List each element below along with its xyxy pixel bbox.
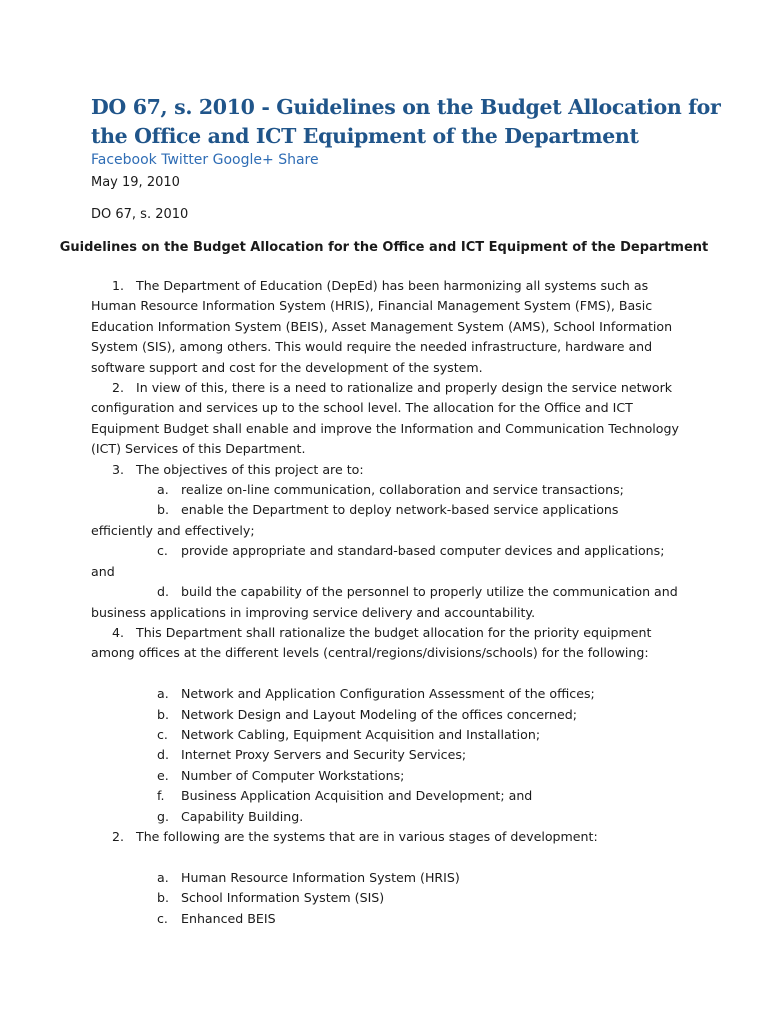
list-item — [0, 868, 768, 888]
list-item-text: Capability Building. — [181, 808, 304, 824]
paragraph-gap — [0, 664, 768, 684]
twitter-link[interactable]: Twitter — [161, 152, 209, 168]
share-links — [91, 150, 319, 170]
google-plus-link[interactable]: Google+ — [212, 152, 274, 168]
document-subtitle: Guidelines on the Budget Allocation for the Office and ICT Equipment of the Department — [59, 240, 709, 255]
list-marker: b. — [157, 890, 169, 906]
list-item-text: Enhanced BEIS — [181, 910, 276, 926]
list-item-text: This Department shall rationalize the budget allocation for the priority equipment among offices at the different levels (central/regions/divisions/schools) for the following: — [91, 624, 652, 661]
list-marker: a. — [157, 686, 169, 702]
list-item — [0, 582, 768, 623]
list-item — [0, 807, 768, 827]
document-body — [0, 276, 768, 929]
share-link[interactable]: Share — [278, 152, 319, 168]
list-marker: b. — [157, 502, 169, 518]
list-item-text: The Department of Education (DepEd) has been harmonizing all systems such as Human Resource Information System (HRIS), Financial Management System (FMS), Basic Education Information System (BEIS), Asset Management System (AMS), School Information System (SIS), among others. This would require the needed infrastructure, hardware and software support and cost for the development of the system. — [91, 278, 673, 375]
list-item — [0, 460, 768, 480]
list-item — [0, 480, 768, 500]
list-item-text: Network Design and Layout Modeling of the offices concerned; — [181, 706, 578, 722]
list-marker: d. — [157, 584, 169, 600]
list-item-text: realize on-line communication, collaboration and service transactions; — [181, 482, 624, 498]
list-item — [0, 766, 768, 786]
list-marker: 2. — [112, 380, 125, 396]
list-item-text: The following are the systems that are in various stages of development: — [136, 828, 598, 844]
list-item-text: Internet Proxy Servers and Security Services; — [181, 747, 467, 763]
list-marker: g. — [157, 808, 169, 824]
list-item-text: build the capability of the personnel to properly utilize the communication and business applications in improving service delivery and accountability. — [91, 584, 678, 620]
list-item — [0, 705, 768, 725]
list-item — [0, 786, 768, 806]
list-item-text: In view of this, there is a need to rationalize and properly design the service network configuration and services up to the school level. The allocation for the Office and ICT Equipment Budget shall enable and improve the Information and Communication Technology (ICT) Services of this Department. — [91, 380, 679, 457]
list-marker: c. — [157, 910, 168, 926]
list-item — [0, 541, 768, 582]
list-item-text: provide appropriate and standard-based computer devices and applications; and — [91, 543, 665, 579]
list-item-text: School Information System (SIS) — [181, 890, 385, 906]
list-item — [0, 500, 768, 541]
list-item — [0, 725, 768, 745]
document-number: DO 67, s. 2010 — [91, 207, 189, 222]
list-item — [0, 827, 768, 847]
list-item — [0, 909, 768, 929]
list-item — [0, 684, 768, 704]
list-marker: f. — [157, 788, 165, 804]
list-item — [0, 623, 768, 664]
list-item-text: Business Application Acquisition and Development; and — [181, 788, 533, 804]
list-marker: 1. — [112, 278, 125, 293]
list-item — [0, 745, 768, 765]
list-item-text: Network Cabling, Equipment Acquisition and Installation; — [181, 726, 541, 742]
list-item — [0, 378, 768, 460]
list-marker: a. — [157, 869, 169, 885]
list-marker: 3. — [112, 461, 125, 477]
list-item — [0, 276, 768, 378]
list-marker: c. — [157, 726, 168, 742]
list-marker: e. — [157, 767, 169, 783]
list-marker: 2. — [112, 828, 125, 844]
list-marker: b. — [157, 706, 169, 722]
list-marker: 4. — [112, 624, 125, 640]
list-item-text: Network and Application Configuration Assessment of the offices; — [181, 686, 595, 702]
publish-date: May 19, 2010 — [91, 175, 180, 190]
facebook-link[interactable]: Facebook — [91, 152, 157, 168]
list-item-text: Human Resource Information System (HRIS) — [181, 869, 460, 885]
list-item — [0, 888, 768, 908]
page-title: DO 67, s. 2010 - Guidelines on the Budget Allocation for the Office and ICT Equipment of the Department — [91, 95, 721, 148]
list-marker: d. — [157, 747, 169, 763]
list-item-text: enable the Department to deploy network-based service applications efficiently and effectively; — [91, 502, 619, 538]
list-marker: a. — [157, 482, 169, 498]
list-item-text: Number of Computer Workstations; — [181, 767, 405, 783]
list-item-text: The objectives of this project are to: — [136, 461, 364, 477]
list-marker: c. — [157, 543, 168, 559]
paragraph-gap — [0, 847, 768, 867]
